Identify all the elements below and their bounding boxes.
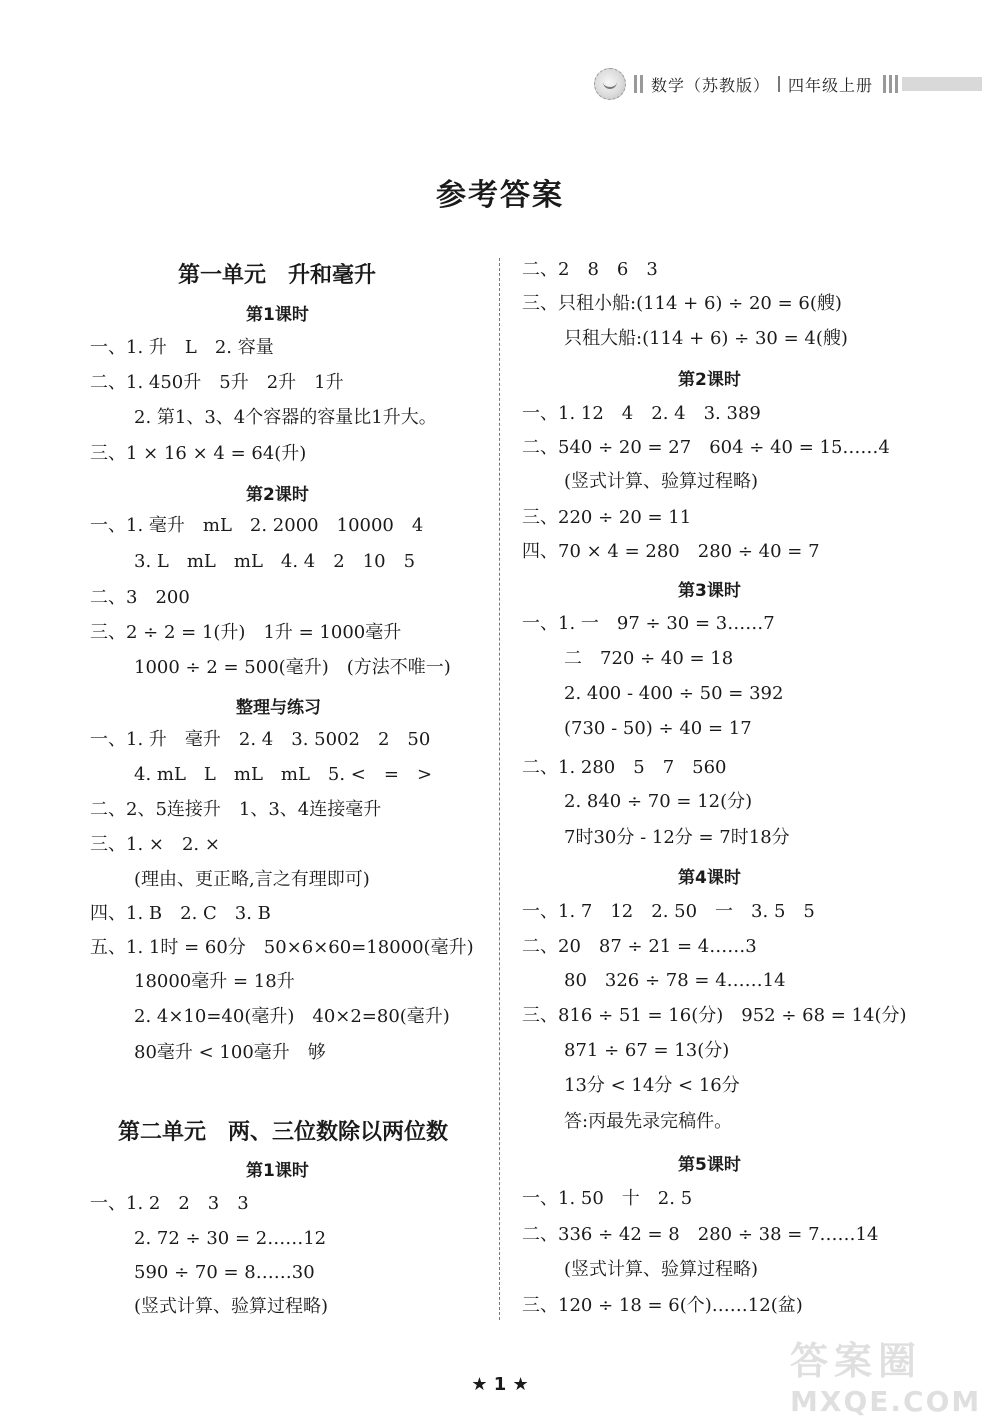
answer-line: 二、1. 280 5 7 560 — [522, 757, 727, 778]
header-bars-decoration — [634, 75, 643, 93]
answer-line: 一、1. 2 2 3 3 — [90, 1193, 249, 1214]
answer-line: 一、1. 毫升 mL 2. 2000 10000 4 — [90, 515, 424, 536]
answer-line: 二、2、5连接升 1、3、4连接毫升 — [90, 799, 382, 820]
answer-line: 2. 4×10=40(毫升) 40×2=80(毫升) — [134, 1006, 450, 1027]
answer-line: 一、1. 50 十 2. 5 — [522, 1188, 693, 1209]
answer-line: 80 326 ÷ 78 = 4……14 — [564, 970, 786, 991]
unit-heading: 第一单元 升和毫升 — [178, 263, 377, 288]
watermark-top: 答案圈 — [790, 1339, 923, 1383]
header-separator — [778, 76, 780, 92]
answer-line: 四、1. B 2. C 3. B — [90, 903, 271, 924]
answer-line: 二、3 200 — [90, 587, 190, 608]
answer-line: 二 720 ÷ 40 = 18 — [564, 648, 734, 669]
answer-line: (理由、更正略,言之有理即可) — [134, 869, 370, 890]
answer-line: 1000 ÷ 2 = 500(毫升) (方法不唯一) — [134, 657, 451, 678]
answer-line: 二、20 87 ÷ 21 = 4……3 — [522, 936, 757, 957]
answer-line: 三、只租小船:(114 + 6) ÷ 20 = 6(艘) — [522, 293, 842, 314]
lesson-heading: 整理与练习 — [236, 698, 321, 718]
page-title: 参考答案 — [436, 178, 564, 213]
answer-line: (竖式计算、验算过程略) — [564, 471, 759, 492]
answer-line: 一、1. 7 12 2. 50 一 3. 5 5 — [522, 901, 815, 922]
lesson-heading: 第3课时 — [678, 581, 741, 601]
header-grade: 四年级上册 — [788, 75, 874, 95]
answer-line: 7时30分 - 12分 = 7时18分 — [564, 827, 790, 848]
answer-line: 一、1. 升 L 2. 容量 — [90, 337, 274, 358]
answer-line: 二、2 8 6 3 — [522, 259, 658, 280]
answer-line: (730 - 50) ÷ 40 = 17 — [564, 718, 752, 739]
answer-line: 871 ÷ 67 = 13(分) — [564, 1040, 730, 1061]
answer-line: 二、1. 450升 5升 2升 1升 — [90, 372, 344, 393]
answer-line: 18000毫升 = 18升 — [134, 971, 295, 992]
answer-line: 3. L mL mL 4. 4 2 10 5 — [134, 551, 416, 572]
answer-line: 三、1. × 2. × — [90, 834, 220, 855]
answer-line: 一、1. 12 4 2. 4 3. 389 — [522, 403, 761, 424]
answer-line: 590 ÷ 70 = 8……30 — [134, 1262, 315, 1283]
header-subject: 数学（苏教版） — [651, 75, 771, 95]
answer-line: 2. 400 - 400 ÷ 50 = 392 — [564, 683, 784, 704]
lesson-heading: 第4课时 — [678, 868, 741, 888]
lesson-heading: 第5课时 — [678, 1155, 741, 1175]
answer-line: 一、1. 升 毫升 2. 4 3. 5002 2 50 — [90, 729, 431, 750]
answer-line: 答:丙最先录完稿件。 — [564, 1111, 733, 1132]
answer-line: 三、120 ÷ 18 = 6(个)……12(盆) — [522, 1295, 803, 1316]
answer-line: (竖式计算、验算过程略) — [134, 1296, 329, 1317]
answer-line: 2. 840 ÷ 70 = 12(分) — [564, 791, 753, 812]
answer-line: 一、1. 一 97 ÷ 30 = 3……7 — [522, 613, 775, 634]
answer-line: (竖式计算、验算过程略) — [564, 1259, 759, 1280]
answer-line: 4. mL L mL mL 5. < = > — [134, 764, 433, 785]
answer-line: 三、220 ÷ 20 = 11 — [522, 507, 692, 528]
lesson-heading: 第2课时 — [246, 485, 309, 505]
answer-line: 80毫升 < 100毫升 够 — [134, 1042, 326, 1063]
unit-heading: 第二单元 两、三位数除以两位数 — [118, 1120, 449, 1145]
watermark-bottom: MXQE.COM — [790, 1385, 982, 1418]
answer-line: 二、540 ÷ 20 = 27 604 ÷ 40 = 15……4 — [522, 437, 890, 458]
answer-line: 只租大船:(114 + 6) ÷ 30 = 4(艘) — [564, 328, 848, 349]
lesson-heading: 第1课时 — [246, 305, 309, 325]
watermark — [790, 1330, 990, 1420]
answer-line: 三、816 ÷ 51 = 16(分) 952 ÷ 68 = 14(分) — [522, 1005, 907, 1026]
answer-line: 三、2 ÷ 2 = 1(升) 1升 = 1000毫升 — [90, 622, 402, 643]
answer-line: 13分 < 14分 < 16分 — [564, 1075, 740, 1096]
answer-line: 五、1. 1时 = 60分 50×6×60=18000(毫升) — [90, 937, 474, 958]
lesson-heading: 第2课时 — [678, 370, 741, 390]
column-divider — [499, 258, 500, 1320]
answer-line: 四、70 × 4 = 280 280 ÷ 40 = 7 — [522, 541, 820, 562]
sun-logo-icon — [594, 68, 626, 100]
lesson-heading: 第1课时 — [246, 1161, 309, 1181]
header-gray-band — [902, 77, 982, 91]
answer-line: 2. 第1、3、4个容器的容量比1升大。 — [134, 407, 437, 428]
answer-line: 2. 72 ÷ 30 = 2……12 — [134, 1228, 327, 1249]
answer-line: 二、336 ÷ 42 = 8 280 ÷ 38 = 7……14 — [522, 1224, 879, 1245]
page-header — [594, 64, 982, 104]
page-number: ★ 1 ★ — [471, 1374, 529, 1395]
header-tail-decoration — [883, 75, 898, 93]
answer-line: 三、1 × 16 × 4 = 64(升) — [90, 443, 307, 464]
